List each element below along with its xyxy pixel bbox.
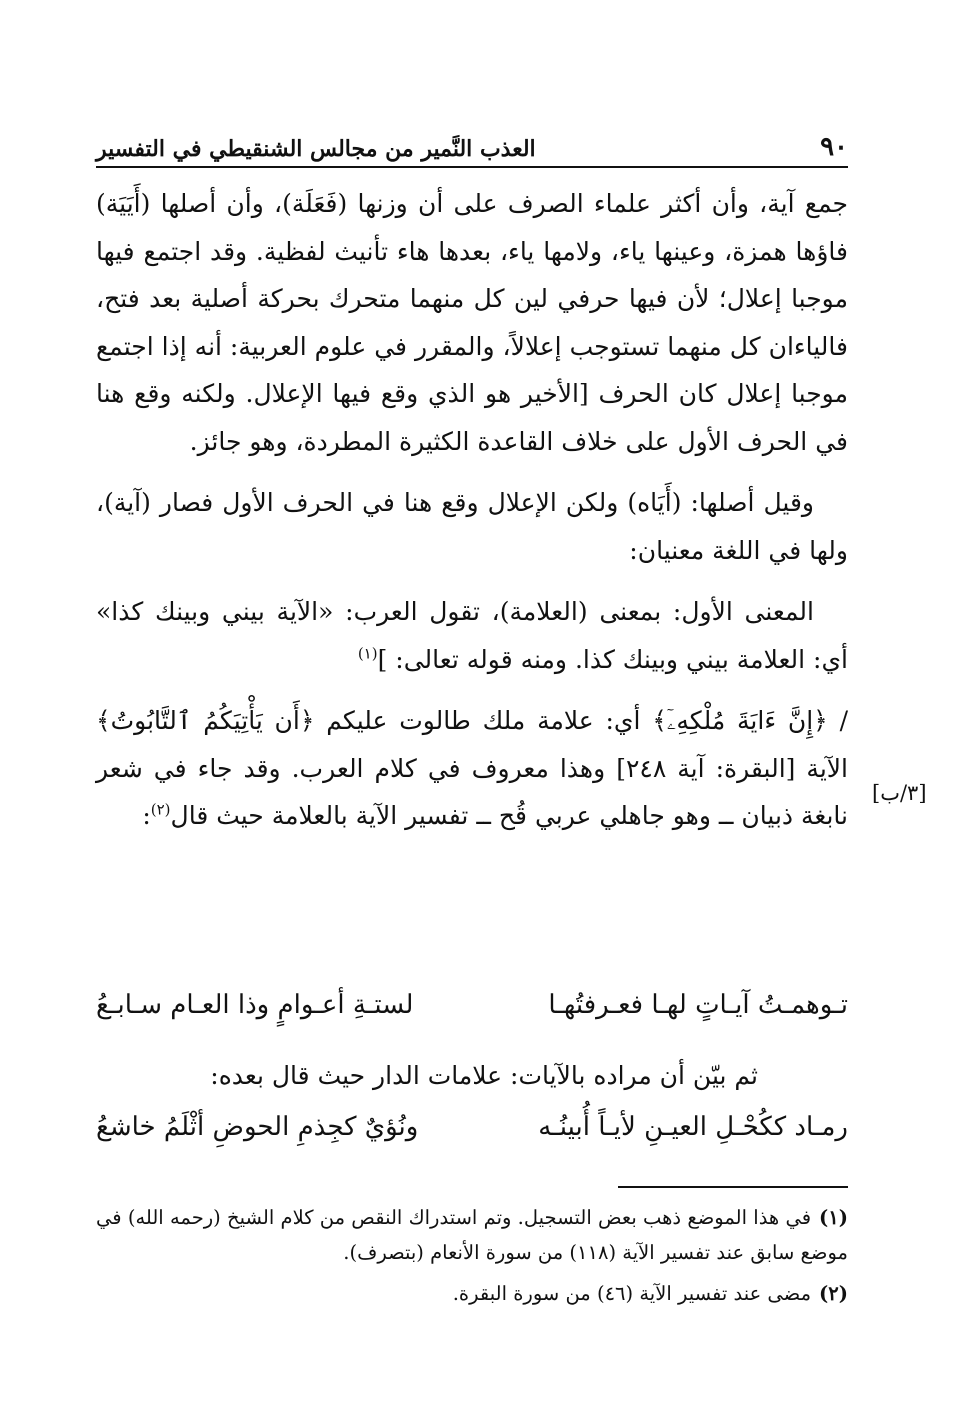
- footnote-1-text: في هذا الموضع ذهب بعض التسجيل. وتم استدراك النقص من كلام الشيخ (رحمه الله) في موضع سابق عند تفسير الآية (١١٨) من سورة الأنعام (بتصرف).: [96, 1206, 848, 1264]
- running-title: العذب النَّمير من مجالس الشنقيطي في التفسير: [96, 136, 536, 162]
- poem-verse-2: [96, 1112, 848, 1142]
- paragraph-1: جمع آية، وأن أكثر علماء الصرف على أن وزنها (فَعَلَة)، وأن أصلها (أَيَيَة) فاؤها همزة، وعينها ياء، ولامها ياء، بعدها هاء تأنيث لفظية. وقد اجتمع فيها موجبا إعلال؛ لأن فيها حرفي لين كل منهما متحرك بحركة أصلية بعد فتح، فالياءان كل منهما تستوجب إعلالاً، والمقرر في علوم العربية: أنه إذا اجتمع موجبا إعلال كان الحرف [الأخير هو الذي وقع فيها الإعلال. ولكنه وقع هنا في الحرف الأول على خلاف القاعدة الكثيرة المطردة، وهو جائز.: [96, 189, 848, 456]
- footnote-1: [96, 1200, 848, 1270]
- paragraph-3-text: المعنى الأول: بمعنى (العلامة)، تقول العرب: «الآية بيني وبينك كذا» أي: العلامة بيني وبينك كذا. ومنه قوله تعالى: ]: [96, 597, 848, 674]
- footnote-ref-2[interactable]: (٢): [150, 800, 171, 819]
- footnote-rule: [618, 1186, 848, 1188]
- verse-1-first-hemistich: تـوهمـتُ آيـاتٍ لهـا فعـرفتُهـا: [548, 990, 848, 1020]
- paragraph-4: [96, 697, 848, 840]
- footnote-2: [96, 1276, 848, 1311]
- margin-manuscript-ref: [٣/ب]: [872, 781, 927, 805]
- footnote-2-number: (٢): [819, 1282, 848, 1305]
- paragraph-3: [96, 588, 848, 683]
- main-text: [96, 180, 848, 854]
- poem-verse-1: [96, 990, 848, 1020]
- footnote-ref-1[interactable]: (١): [357, 644, 378, 663]
- poem-intro: ثم بيّن أن مراده بالآيات: علامات الدار حيث قال بعده:: [210, 1061, 758, 1090]
- poem-intro-block: [96, 1052, 848, 1100]
- paragraph-2: وقيل أصلها: (أَيَاه) ولكن الإعلال وقع هنا في الحرف الأول فصار (آية)، ولها في اللغة معنيان:: [96, 488, 848, 565]
- page-number: ٩٠: [820, 132, 848, 162]
- verse-2-first-hemistich: رمـاد ككُحْـلِ العيـنِ لأيـاً أُبينُـه: [538, 1112, 848, 1142]
- paragraph-4-end: :: [142, 801, 151, 830]
- page-header: [96, 122, 848, 162]
- paragraph-4-text: / ﴿إِنَّ ءَايَةَ مُلْكِهِۦٓ﴾ أي: علامة ملك طالوت عليكم ﴿أَن يَأْتِيَكُمُ ٱلتَّابُوتُ﴾ الآية [البقرة: آية ٢٤٨] وهذا معروف في كلام العرب. وقد جاء في شعر نابغة ذبيان ــ وهو جاهلي عربي قُح ــ تفسير الآية بالعلامة حيث قال: [96, 706, 848, 830]
- footnotes: [96, 1200, 848, 1317]
- header-rule: [96, 166, 848, 168]
- footnote-2-text: مضى عند تفسير الآية (٤٦) من سورة البقرة.: [452, 1282, 812, 1305]
- verse-2-second-hemistich: ونُؤيٌ كجِذمِ الحوضِ أثْلَمُ خاشعُ: [96, 1112, 419, 1142]
- verse-1-second-hemistich: لستـةِ أعـوامٍ وذا العـام سـابـعُ: [96, 990, 414, 1020]
- footnote-1-number: (١): [819, 1206, 848, 1229]
